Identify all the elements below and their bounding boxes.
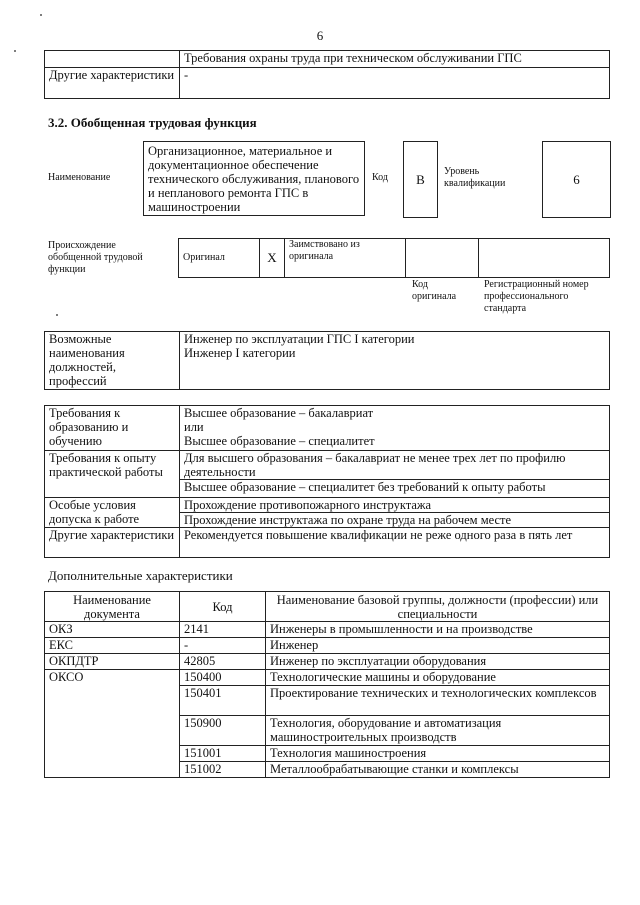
req-value: Прохождение инструктажа по охране труда на рабочем месте (180, 512, 609, 527)
page-number: 6 (316, 28, 324, 43)
additional-doc: ЕКС (45, 638, 180, 654)
additional-code: 151001 (180, 746, 266, 762)
code-label: Код (372, 172, 388, 183)
req-value: или (184, 420, 204, 434)
original-mark: X (260, 239, 285, 278)
req-value: Рекомендуется повышение квалификации не реже одного раза в пять лет (184, 528, 573, 542)
additional-code: - (180, 638, 266, 654)
req-label-admission: Особые условия допуска к работе (45, 498, 180, 528)
function-code-value: B (403, 141, 438, 218)
additional-name: Инженер (266, 638, 610, 654)
scan-speck (56, 314, 58, 316)
additional-name: Технология машиностроения (266, 746, 610, 762)
req-value: Высшее образование – бакалавриат (184, 406, 374, 420)
additional-header-name: Наименование базовой группы, должности (профессии) или специальности (266, 592, 610, 622)
top-row-label (45, 51, 180, 68)
top-row-value: Требования охраны труда при техническом обслуживании ГПС (180, 51, 610, 68)
req-label-experience: Требования к опыту практической работы (45, 451, 180, 498)
top-table (44, 50, 610, 99)
requirements-table (44, 405, 610, 558)
function-name-value: Организационное, материальное и документационное обеспечение технического обслуживания, планового и непланового ремонта ГПС в машиностроении (143, 141, 365, 216)
reg-number-cell (479, 239, 610, 278)
position-item: Инженер по эксплуатации ГПС I категории (184, 332, 415, 346)
additional-name: Технология, оборудование и автоматизация машиностроительных производств (266, 716, 610, 746)
section-title: 3.2. Обобщенная трудовая функция (48, 115, 257, 130)
code-original-label: Код оригинала (412, 279, 457, 302)
additional-code: 2141 (180, 622, 266, 638)
positions-table (44, 331, 610, 390)
top-row-value: - (180, 68, 610, 99)
req-value: Для высшего образования – бакалавриат не менее трех лет по профилю деятельности (184, 451, 566, 479)
name-label: Наименование (48, 172, 111, 183)
req-values-education (180, 406, 610, 451)
req-label-other: Другие характеристики (45, 528, 180, 558)
origin-table (178, 238, 610, 278)
positions-label: Возможные наименования должностей, профессий (45, 332, 180, 390)
additional-code: 150401 (180, 686, 266, 716)
additional-name: Металлообрабатывающие станки и комплексы (266, 762, 610, 778)
top-row-label: Другие характеристики (45, 68, 180, 99)
code-original-cell (406, 239, 479, 278)
positions-values (180, 332, 610, 390)
req-value: Высшее образование – специалитет (184, 434, 375, 448)
req-label-education: Требования к образованию и обучению (45, 406, 180, 451)
req-values-experience (180, 451, 610, 498)
req-value: Высшее образование – специалитет без требований к опыту работы (180, 479, 609, 494)
req-value: Прохождение противопожарного инструктажа (184, 498, 432, 512)
req-values-admission (180, 498, 610, 528)
req-values-other (180, 528, 610, 558)
additional-code: 150900 (180, 716, 266, 746)
additional-doc: ОКСО (45, 670, 180, 778)
reg-number-label: Регистрационный номер профессионального стандарта (484, 279, 589, 314)
scan-speck (14, 50, 16, 52)
original-label: Оригинал (179, 239, 260, 278)
additional-header-doc: Наименование документа (45, 592, 180, 622)
borrowed-label: Заимствовано из оригинала (285, 239, 406, 278)
level-label: Уровень квалификации (444, 166, 506, 189)
additional-table (44, 591, 610, 778)
position-item: Инженер I категории (184, 346, 296, 360)
additional-name: Проектирование технических и технологических комплексов (266, 686, 610, 716)
additional-name: Инженеры в промышленности и на производстве (266, 622, 610, 638)
additional-doc: ОКПДТР (45, 654, 180, 670)
level-value: 6 (542, 141, 611, 218)
additional-code: 151002 (180, 762, 266, 778)
additional-doc: ОКЗ (45, 622, 180, 638)
origin-label: Происхождение обобщенной трудовой функции (48, 240, 143, 275)
additional-header-code: Код (180, 592, 266, 622)
additional-name: Инженер по эксплуатации оборудования (266, 654, 610, 670)
additional-code: 150400 (180, 670, 266, 686)
scan-speck (40, 14, 42, 16)
additional-title: Дополнительные характеристики (48, 568, 233, 583)
additional-code: 42805 (180, 654, 266, 670)
additional-name: Технологические машины и оборудование (266, 670, 610, 686)
